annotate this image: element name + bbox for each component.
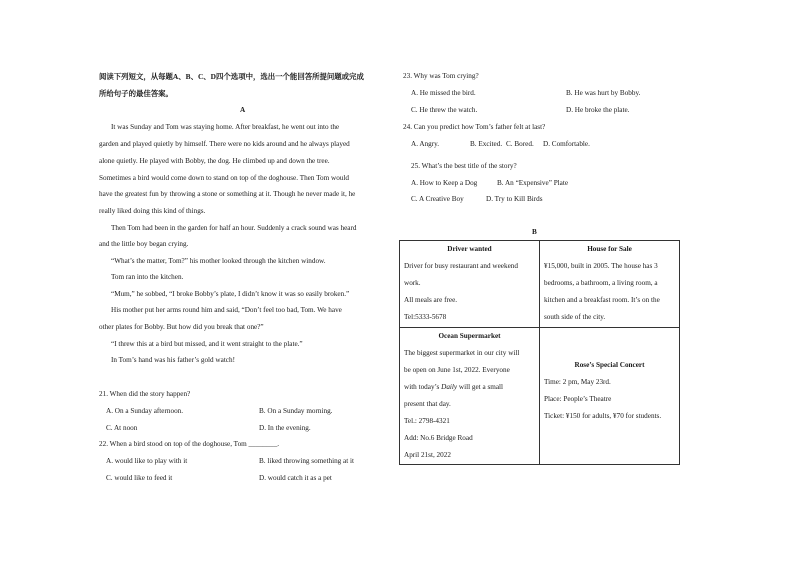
question-25-stem: 25. What’s the best title of the story? xyxy=(411,162,517,170)
q21-option-a[interactable]: A. On a Sunday afternoon. xyxy=(106,407,184,415)
q25-option-c[interactable]: C. A Creative Boy xyxy=(411,195,464,203)
passage-line: alone quietly. He played with Bobby, the dog. He climbed up and down the tree. xyxy=(99,157,330,165)
ad-house xyxy=(540,241,680,328)
ad-driver-line: Driver for busy restaurant and weekend xyxy=(404,262,518,270)
ad-house-line: south side of the city. xyxy=(544,313,606,321)
q22-option-a[interactable]: A. would like to play with it xyxy=(106,457,188,465)
q21-option-c[interactable]: C. At noon xyxy=(106,424,138,432)
q22-option-c[interactable]: C. would like to feed it xyxy=(106,474,173,482)
q23-option-b[interactable]: B. He was hurt by Bobby. xyxy=(566,89,641,97)
ad-concert xyxy=(540,328,680,465)
q24-option-c[interactable]: C. Bored. xyxy=(506,140,534,148)
passage-line: have the greatest fun by throwing a stone or something at it. Though he never made it, he xyxy=(99,190,356,198)
ad-ocean-line: present that day. xyxy=(404,400,451,408)
ad-ocean xyxy=(400,328,540,465)
passage-line: “Mum,” he sobbed, “I broke Bobby’s plate, I didn’t know it was so easily broken.” xyxy=(111,290,350,298)
q25-option-d[interactable]: D. Try to Kill Birds xyxy=(486,195,543,203)
ad-house-line: bedrooms, a bathroom, a living room, a xyxy=(544,279,658,287)
ad-concert-line: Ticket: ¥150 for adults, ¥70 for students. xyxy=(544,412,662,420)
passage-line: Sometimes a bird would come down to stand on top of the doghouse. Then Tom would xyxy=(99,174,349,182)
q22-option-d[interactable]: D. would catch it as a pet xyxy=(259,474,332,482)
passage-line: really liked doing this kind of things. xyxy=(99,207,206,215)
ad-concert-line: Place: People’s Theatre xyxy=(544,395,612,403)
passage-line: In Tom’s hand was his father’s gold watch! xyxy=(111,356,235,364)
ad-driver-line: work. xyxy=(404,279,421,287)
passage-line: Then Tom had been in the garden for half an hour. Suddenly a crack sound was heard xyxy=(111,224,357,232)
passage-line: and the little boy began crying. xyxy=(99,240,189,248)
passage-line: “I threw this at a bird but missed, and it went straight to the plate.” xyxy=(111,340,303,348)
q22-option-b[interactable]: B. liked throwing something at it xyxy=(259,457,355,465)
ad-ocean-date: April 21st, 2022 xyxy=(404,451,451,459)
question-24-stem: 24. Can you predict how Tom’s father felt at last? xyxy=(403,123,546,131)
ad-ocean-title: Ocean Supermarket xyxy=(438,332,501,340)
ad-concert-title: Rose’s Special Concert xyxy=(574,361,645,369)
passage-line: garden and played quietly by himself. There were no kids around and he always played xyxy=(99,140,350,148)
question-21-stem: 21. When did the story happen? xyxy=(99,390,191,398)
q23-option-a[interactable]: A. He missed the bird. xyxy=(411,89,476,97)
ad-ocean-line: The biggest supermarket in our city will xyxy=(404,349,520,357)
ad-driver-line: All meals are free. xyxy=(404,296,458,304)
q25-option-b[interactable]: B. An “Expensive” Plate xyxy=(497,179,569,187)
q23-option-c[interactable]: C. He threw the watch. xyxy=(411,106,478,114)
q21-option-b[interactable]: B. On a Sunday morning. xyxy=(259,407,333,415)
ad-house-title: House for Sale xyxy=(587,245,632,253)
q25-option-a[interactable]: A. How to Keep a Dog xyxy=(411,179,478,187)
ad-driver-phone: Tel:5333-5678 xyxy=(404,313,447,321)
ad-ocean-line: with today’s Daily will get a small xyxy=(404,383,504,391)
question-23-stem: 23. Why was Tom crying? xyxy=(403,72,479,80)
ad-ocean-phone: Tel.: 2798-4321 xyxy=(404,417,450,425)
section-a-heading: A xyxy=(240,106,246,114)
ad-driver xyxy=(400,241,540,328)
q24-option-b[interactable]: B. Excited. xyxy=(470,140,503,148)
ad-house-line: ¥15,000, built in 2005. The house has 3 xyxy=(544,262,658,270)
passage-line: “What’s the matter, Tom?” his mother looked through the kitchen window. xyxy=(111,257,326,265)
ad-ocean-address: Add: No.6 Bridge Road xyxy=(404,434,473,442)
instructions-line-2: 所给句子的最佳答案。 xyxy=(99,89,173,98)
question-22-stem: 22. When a bird stood on top of the doghouse, Tom ________. xyxy=(99,440,280,448)
section-b-heading: B xyxy=(532,228,537,236)
passage-line: It was Sunday and Tom was staying home. After breakfast, he went out into the xyxy=(111,123,340,131)
ads-table xyxy=(399,240,680,465)
passage-line: Tom ran into the kitchen. xyxy=(111,273,184,281)
passage-line: other plates for Bobby. But how did you break that one?” xyxy=(99,323,264,331)
ad-driver-title: Driver wanted xyxy=(447,245,492,253)
q23-option-d[interactable]: D. He broke the plate. xyxy=(566,106,630,114)
ad-ocean-line: be open on June 1st, 2022. Everyone xyxy=(404,366,510,374)
instructions-line-1: 阅读下列短文，从每题A、B、C、D四个选项中，选出一个能回答所提问题或完成 xyxy=(99,72,364,81)
passage-line: His mother put her arms round him and said, “Don’t feel too bad, Tom. We have xyxy=(111,306,342,314)
q24-option-a[interactable]: A. Angry. xyxy=(411,140,440,148)
ad-house-line: kitchen and a breakfast room. It’s on the xyxy=(544,296,660,304)
q24-option-d[interactable]: D. Comfortable. xyxy=(543,140,590,148)
q21-option-d[interactable]: D. In the evening. xyxy=(259,424,311,432)
ad-concert-line: Time: 2 pm, May 23rd. xyxy=(544,378,611,386)
